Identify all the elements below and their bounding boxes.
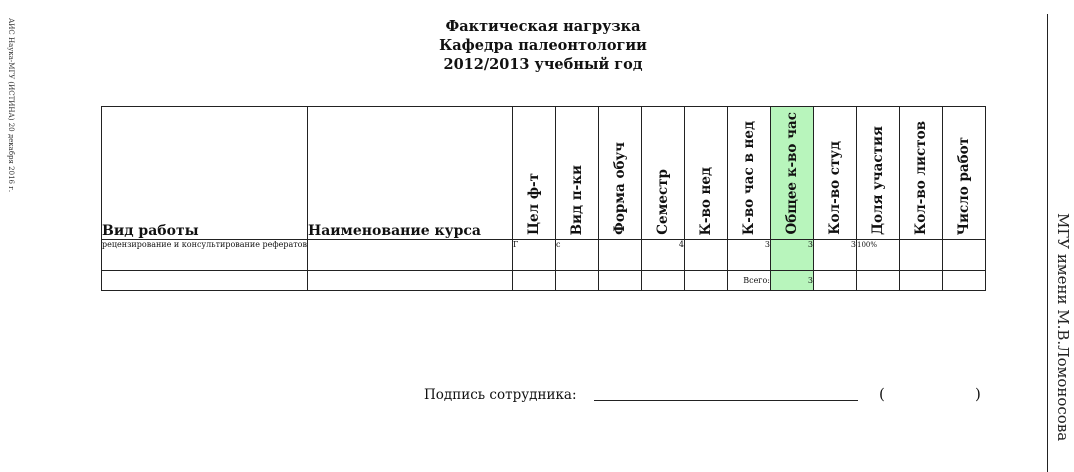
col-header-students: Кол-во студ xyxy=(814,107,857,240)
cell-semester: 4 xyxy=(642,240,685,271)
col-header-works-count: Число работ xyxy=(943,107,986,240)
signature-paren-close: ) xyxy=(975,385,981,403)
cell-work-type: рецензирование и консультирование рефератов xyxy=(102,240,308,271)
total-cell-empty xyxy=(102,271,308,291)
col-header-target-faculty: Цел ф-т xyxy=(513,107,556,240)
col-header-sheets: Кол-во листов xyxy=(900,107,943,240)
system-stamp-vertical: АИС Наука-МГУ (ИСТИНА) 20 декабря 2016 г. xyxy=(7,18,15,193)
total-hours-value: 3 xyxy=(771,271,814,291)
table-row xyxy=(102,240,986,271)
col-header-semester: Семестр xyxy=(642,107,685,240)
total-cell-empty xyxy=(814,271,857,291)
total-label: Всего: xyxy=(728,271,771,291)
academic-year: 2012/2013 учебный год xyxy=(443,56,643,73)
total-cell-empty xyxy=(556,271,599,291)
cell-weeks xyxy=(685,240,728,271)
table-header-row xyxy=(102,107,986,240)
signature-label: Подпись сотрудника: xyxy=(424,387,577,403)
signature-paren-open: ( xyxy=(879,385,885,403)
department-name: Кафедра палеонтологии xyxy=(439,37,647,54)
cell-practice-type: с xyxy=(556,240,599,271)
university-name-vertical: МГУ имени М.В.Ломоносова xyxy=(1054,213,1072,442)
cell-total-hours: 3 xyxy=(771,240,814,271)
col-header-study-form: Форма обуч xyxy=(599,107,642,240)
col-header-course-name: Наименование курса xyxy=(308,107,513,240)
col-header-total-hours: Общее к-во час xyxy=(771,107,814,240)
cell-target-faculty: Г xyxy=(513,240,556,271)
col-header-hours-per-week: К-во час в нед xyxy=(728,107,771,240)
cell-students: 3 xyxy=(814,240,857,271)
total-cell-empty xyxy=(685,271,728,291)
document-title: Фактическая нагрузка xyxy=(445,18,641,35)
total-cell-empty xyxy=(900,271,943,291)
cell-works-count xyxy=(943,240,986,271)
signature-line xyxy=(594,400,858,401)
cell-sheets xyxy=(900,240,943,271)
cell-course-name xyxy=(308,240,513,271)
cell-study-form xyxy=(599,240,642,271)
cell-hours-per-week: 3 xyxy=(728,240,771,271)
right-margin-line xyxy=(1047,14,1048,472)
col-header-practice-type: Вид п-ки xyxy=(556,107,599,240)
cell-participation-share: 100% xyxy=(857,240,900,271)
workload-table xyxy=(101,106,986,291)
col-header-weeks: К-во нед xyxy=(685,107,728,240)
col-header-participation-share: Доля участия xyxy=(857,107,900,240)
total-cell-empty xyxy=(599,271,642,291)
total-cell-empty xyxy=(642,271,685,291)
total-cell-empty xyxy=(857,271,900,291)
total-cell-empty xyxy=(308,271,513,291)
document-header xyxy=(340,17,746,74)
total-cell-empty xyxy=(943,271,986,291)
total-cell-empty xyxy=(513,271,556,291)
total-row xyxy=(102,271,986,291)
col-header-work-type: Вид работы xyxy=(102,107,308,240)
